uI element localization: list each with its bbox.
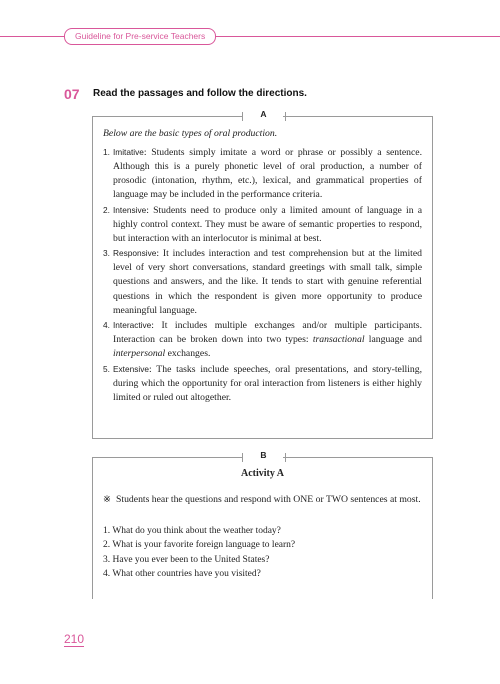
- passage-box-b: [92, 450, 433, 599]
- list-item: 3. Have you ever been to the United States?: [103, 554, 270, 565]
- list-item: 1. What do you think about the weather today?: [103, 526, 281, 536]
- page-number: 210: [64, 632, 85, 646]
- oral-production-types-list: [103, 145, 422, 405]
- box-b-content: [103, 467, 422, 581]
- type-term: Interactive: [113, 320, 152, 331]
- type-term: Imitative: [113, 147, 144, 157]
- activity-title: Activity A: [240, 468, 285, 479]
- box-a-content: [103, 126, 422, 405]
- list-item: 4. Interactive: It includes multiple exchanges and/or multiple participants. Interaction can be broken down into two types: transactional language and interpersonal exchanges.: [103, 320, 422, 360]
- type-term: Intensive: [113, 204, 147, 215]
- activity-questions: [103, 524, 422, 581]
- passage-box-a: [92, 109, 433, 439]
- box-b-label: B: [260, 450, 267, 460]
- type-term: Responsive: [113, 248, 157, 259]
- box-a-intro: Below are the basic types of oral production.: [103, 128, 278, 139]
- running-header: Guideline for Pre-service Teachers: [64, 28, 216, 45]
- type-term: Extensive: [113, 363, 149, 374]
- list-item: 4. What other countries have you visited?: [103, 568, 261, 579]
- question-directions: Read the passages and follow the directions.: [93, 88, 307, 99]
- list-item: 5. Extensive: The tasks include speeches, oral presentations, and story-telling, during which the opportunity for oral interaction from listeners is either highly limited or ruled out altogether.: [103, 363, 422, 403]
- reference-mark-icon: ※: [103, 494, 112, 505]
- question-number: 07: [64, 86, 80, 102]
- list-item: 3. Responsive: It includes interaction and test comprehension but at the limited level of very short conversations, standard greetings with small talk, simple questions and answers, and the like. It tends to start with genuine referential questions in which the respondent is given more opportunity to produce meaningful language.: [103, 248, 422, 316]
- list-item: 2. What is your favorite foreign language to learn?: [103, 540, 296, 551]
- list-item: 2. Intensive: Students need to produce only a limited amount of language in a highly control context. They must be aware of semantic properties to respond, but interaction with an interlocutor is minimal at best.: [103, 204, 422, 244]
- list-item: 1. Imitative: Students simply imitate a word or phrase or possibly a sentence. Although this is a purely phonetic level of oral production, a number of prosodic (intonation, rhythm, etc.), lexical, and grammatical properties of language may be included in the performance criteria.: [103, 147, 422, 201]
- box-a-label: A: [260, 109, 267, 119]
- activity-note: ※ Students hear the questions and respond with ONE or TWO sentences at most.: [103, 494, 421, 505]
